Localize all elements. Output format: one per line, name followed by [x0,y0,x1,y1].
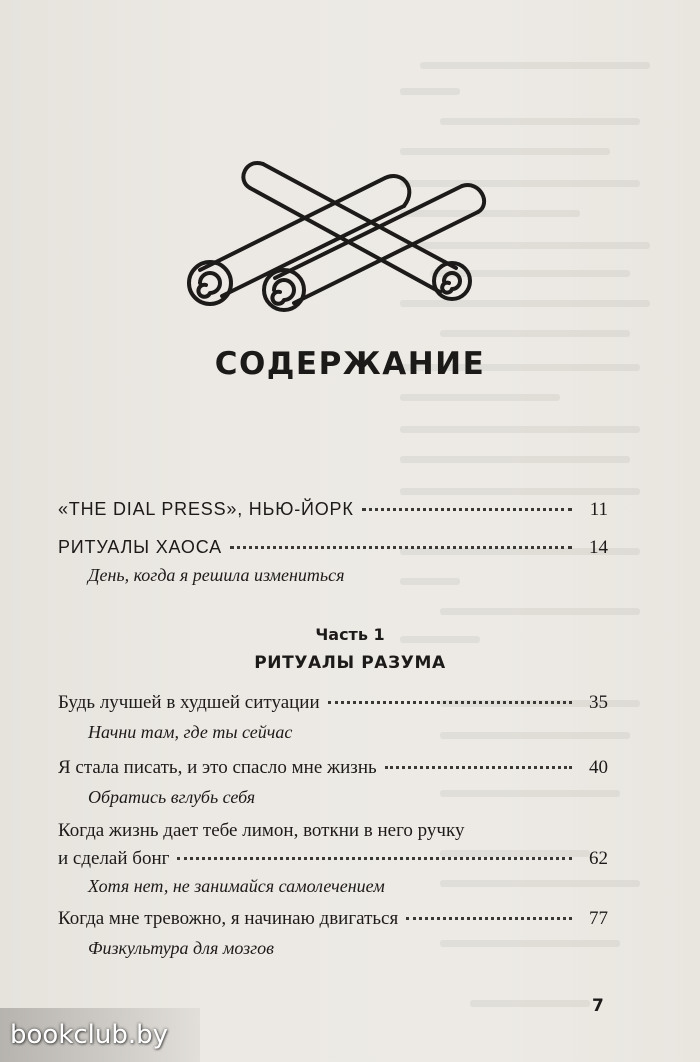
toc-entry-subtitle: Хотя нет, не занимайся самолечением [88,876,385,896]
toc-entry-subtitle: День, когда я решила измениться [88,565,345,585]
toc-page-number: 62 [589,848,608,869]
toc-entry-dial-press[interactable] [58,498,608,521]
dot-leader [362,508,572,511]
toc-entry-subtitle: Физкультура для мозгов [88,938,274,958]
toc-entry-title: Когда мне тревожно, я начинаю двигаться [58,908,399,929]
toc-entry-title: «THE DIAL PRESS», НЬЮ-ЙОРК [58,499,354,519]
toc-entry-chapter[interactable] [58,757,608,779]
toc-page-number: 77 [589,908,608,929]
toc-entry-title: Когда жизнь дает тебе лимон, воткни в него ручку [58,820,465,841]
toc-entry-title: Я стала писать, и это спасло мне жизнь [58,757,377,778]
watermark: bookclub.by [0,1008,200,1062]
toc-entry-chapter[interactable] [58,820,608,870]
toc-entry-subtitle: Обратись вглубь себя [88,787,256,807]
dot-leader [328,701,572,704]
dot-leader [385,766,572,769]
toc-entry-title-continued: и сделай бонг [58,848,170,869]
contents-heading: СОДЕРЖАНИЕ [214,346,486,382]
dot-leader [406,917,572,920]
toc-entry-title: Будь лучшей в худшей ситуации [58,692,320,713]
toc-entry-title: РИТУАЛЫ ХАОСА [58,537,222,557]
toc-entry-subtitle: Начни там, где ты сейчас [88,722,293,742]
part-title: РИТУАЛЫ РАЗУМА [254,653,446,673]
toc-entry-chapter[interactable] [58,908,608,930]
dot-leader [177,857,572,860]
toc-page-number: 14 [589,537,608,558]
cinnamon-sticks-icon [170,120,490,320]
toc-page-number: 11 [589,499,608,520]
toc-page-number: 40 [589,757,608,778]
toc-entry-chapter[interactable] [58,692,608,714]
dot-leader [230,546,572,549]
toc-page-number: 35 [589,692,608,713]
page-number: 7 [592,996,604,1016]
toc-entry-chaos-rituals[interactable] [58,536,608,559]
part-label: Часть 1 [315,625,385,644]
